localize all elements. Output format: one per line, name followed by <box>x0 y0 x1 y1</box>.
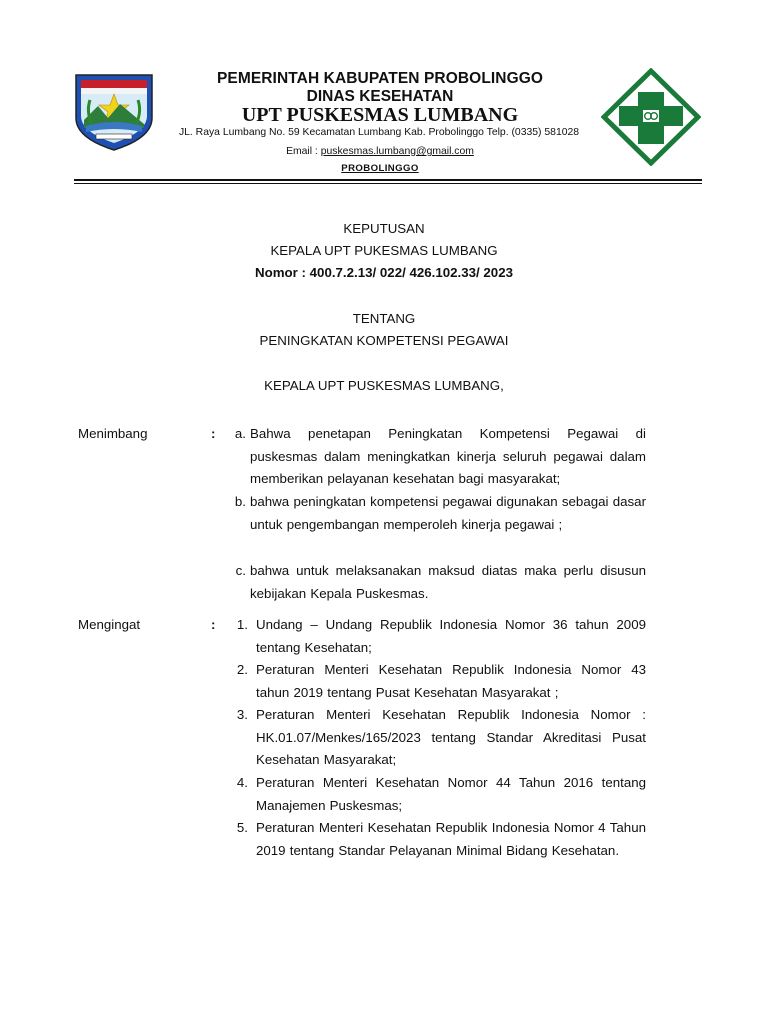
government-name: PEMERINTAH KABUPATEN PROBOLINGGO <box>216 70 544 87</box>
mengingat-number-2: 2. <box>236 662 248 677</box>
menimbang-label: Menimbang <box>78 426 148 441</box>
mengingat-item-5: Peraturan Menteri Kesehatan Republik Indonesia Nomor 4 Tahun 2019 tentang Standar Pelayanan Minimal Bidang Kesehatan. <box>256 820 646 858</box>
decision-subject: PENINGKATAN KOMPETENSI PEGAWAI <box>259 333 509 348</box>
puskesmas-logo <box>601 68 701 166</box>
about-heading: TENTANG <box>352 311 416 326</box>
mengingat-item-3: Peraturan Menteri Kesehatan Republik Indonesia Nomor : HK.01.07/Menkes/165/2023 tentang Standar Akreditasi Pusat Kesehatan Masyarakat; <box>256 707 646 767</box>
mengingat-item-4: Peraturan Menteri Kesehatan Nomor 44 Tahun 2016 tentang Manajemen Puskesmas; <box>256 775 646 813</box>
email-line <box>160 146 600 157</box>
letterhead-divider-thick <box>74 179 702 181</box>
letterhead-divider-thin <box>74 183 702 184</box>
mengingat-item-1: Undang – Undang Republik Indonesia Nomor 36 tahun 2009 tentang Kesehatan; <box>256 617 646 655</box>
mengingat-item-2: Peraturan Menteri Kesehatan Republik Indonesia Nomor 43 tahun 2019 tentang Pusat Kesehatan Masyarakat ; <box>256 662 646 700</box>
menimbang-item-c: bahwa untuk melaksanakan maksud diatas maka perlu disusun kebijakan Kepala Puskesmas. <box>250 563 646 601</box>
mengingat-number-3: 3. <box>236 707 248 722</box>
menimbang-colon: : <box>211 426 216 441</box>
email-link[interactable]: puskesmas.lumbang@gmail.com <box>320 146 474 157</box>
preamble-heading: KEPALA UPT PUSKESMAS LUMBANG, <box>264 378 504 393</box>
menimbang-mark-a: a. <box>234 426 246 441</box>
decision-number: Nomor : 400.7.2.13/ 022/ 426.102.33/ 2023 <box>255 265 513 280</box>
mengingat-number-5: 5. <box>236 820 248 835</box>
city-name: PROBOLINGGO <box>341 163 419 174</box>
mengingat-label: Mengingat <box>78 617 141 632</box>
decision-title: KEPUTUSAN <box>343 221 425 236</box>
address-line: JL. Raya Lumbang No. 59 Kecamatan Lumbang Kab. Probolinggo Telp. (0335) 581028 <box>178 127 580 138</box>
institution-name: UPT PUSKESMAS LUMBANG <box>241 104 519 126</box>
agency-name: DINAS KESEHATAN <box>306 88 454 105</box>
menimbang-item-a: Bahwa penetapan Peningkatan Kompetensi Pegawai di puskesmas dalam meningkatkan kinerja seluruh pegawai dalam memberikan pelayanan kesehatan bagi masyarakat; <box>250 426 646 486</box>
regency-emblem-logo <box>72 72 156 152</box>
mengingat-colon: : <box>211 617 216 632</box>
menimbang-mark-c: c. <box>235 563 246 578</box>
email-label: Email : <box>286 146 321 157</box>
mengingat-number-1: 1. <box>236 617 248 632</box>
mengingat-number-4: 4. <box>236 775 248 790</box>
menimbang-item-b: bahwa peningkatan kompetensi pegawai digunakan sebagai dasar untuk pengembangan memperoleh kinerja pegawai ; <box>250 494 646 532</box>
decision-issuer: KEPALA UPT PUKESMAS LUMBANG <box>270 243 498 258</box>
menimbang-mark-b: b. <box>234 494 246 509</box>
